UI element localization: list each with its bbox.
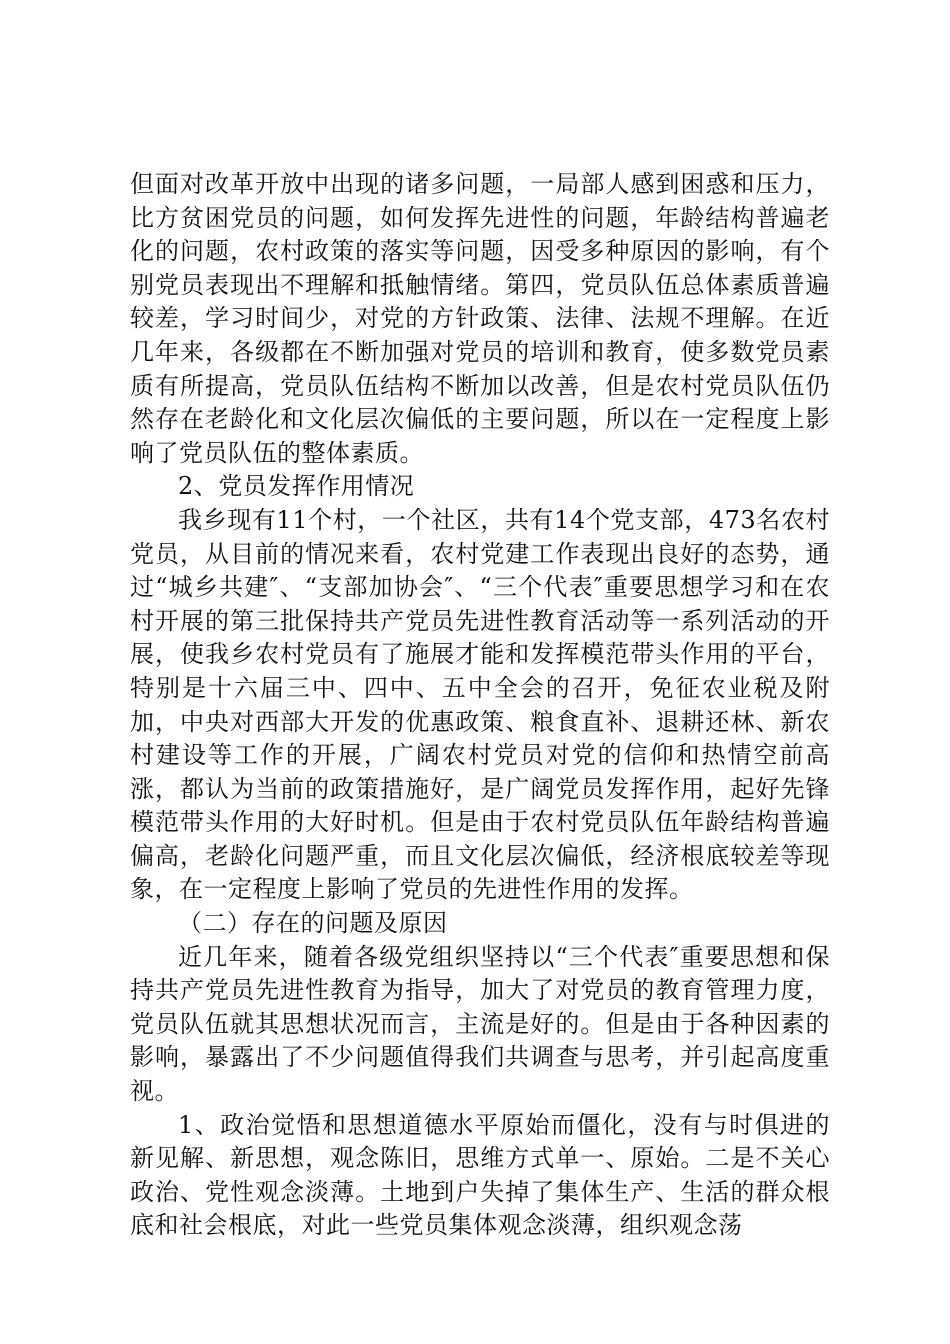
- paragraph-village-overview: 我乡现有11个村，一个社区，共有14个党支部，473名农村党员，从目前的情况来看，农村党建工作表现出良好的态势，通过“城乡共建″、“支部加协会″、“三个代表″重要思想学习和在农村开展的第三批保持共产党员先进性教育活动等一系列活动的开展，使我乡农村党员有了施展才能和发挥模范带头作用的平台，特别是十六届三中、四中、五中全会的召开，免征农业税及附加，中央对西部大开发的优惠政策、粮食直补、退耕还林、新农村建设等工作的开展，广阔农村党员对党的信仰和热情空前高涨，都认为当前的政策措施好，是广阔党员发挥作用，起好先锋模范带头作用的大好时机。但是由于农村党员队伍年龄结构普遍偏高，老龄化问题严重，而且文化层次偏低，经济根底较差等现象，在一定程度上影响了党员的先进性作用的发挥。: [130, 505, 830, 904]
- document-body: [130, 168, 830, 1243]
- paragraph-continuation: 但面对改革开放中出现的诸多问题，一局部人感到困惑和压力，比方贫困党员的问题，如何发挥先进性的问题，年龄结构普遍老化的问题，农村政策的落实等问题，因受多种原因的影响，有个别党员表现出不理解和抵触情绪。第四，党员队伍总体素质普遍较差，学习时间少，对党的方针政策、法律、法规不理解。在近几年来，各级都在不断加强对党员的培训和教育，使多数党员素质有所提高，党员队伍结构不断加以改善，但是农村党员队伍仍然存在老龄化和文化层次偏低的主要问题，所以在一定程度上影响了党员队伍的整体素质。: [130, 170, 830, 467]
- paragraph-recent-years: 近几年来，随着各级党组织坚持以“三个代表″重要思想和保持共产党员先进性教育为指导，加大了对党员的教育管理力度，党员队伍就其思想状况而言，主流是好的。但是由于各种因素的影响，暴露出了不少问题值得我们共调查与思考，并引起高度重视。: [130, 942, 830, 1106]
- section-heading-problems-causes: （二）存在的问题及原因: [178, 909, 448, 938]
- section-heading-party-member-role: 2、党员发挥作用情况: [178, 472, 415, 501]
- paragraph-political-awareness: 1、政治觉悟和思想道德水平原始而僵化，没有与时俱进的新见解、新思想，观念陈旧，思维方式单一、原始。二是不关心政治、党性观念淡薄。土地到户失掉了集体生产、生活的群众根底和社会根底，对此一些党员集体观念淡薄，组织观念荡: [130, 1110, 830, 1240]
